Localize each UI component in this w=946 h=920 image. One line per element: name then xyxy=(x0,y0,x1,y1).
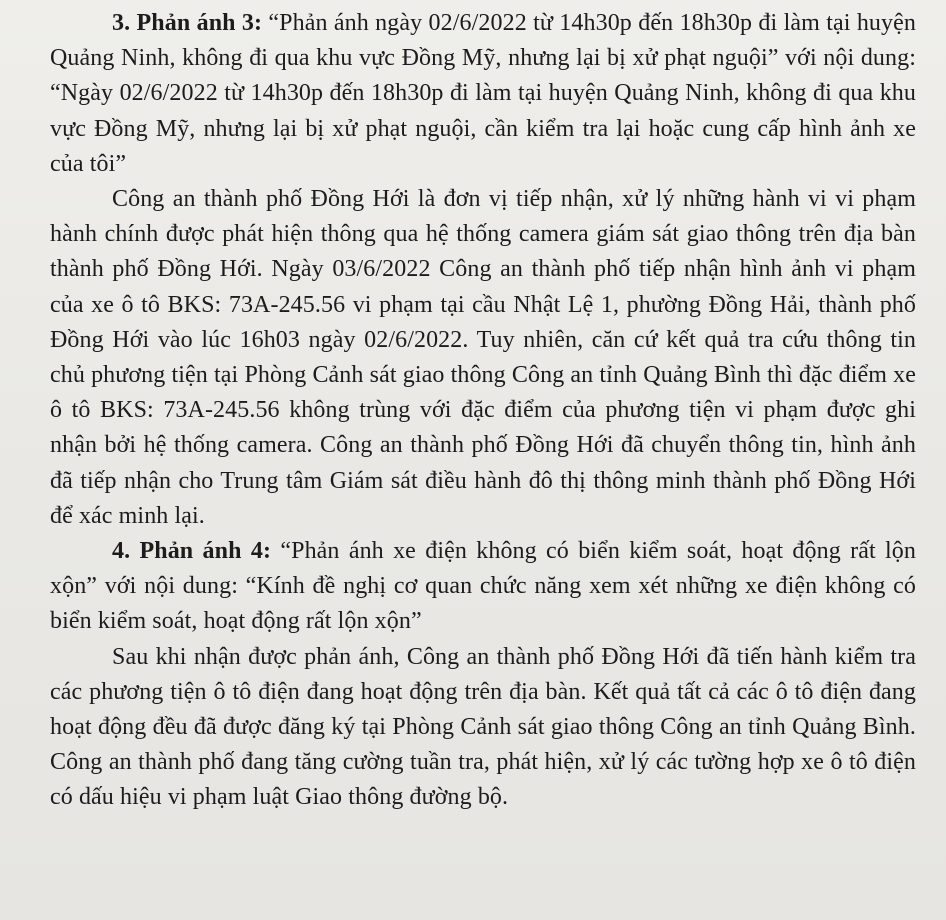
section-3-text: “Phản ánh ngày 02/6/2022 từ 14h30p đến 18h30p đi làm tại huyện Quảng Ninh, không đi qua khu vực Đồng Mỹ, nhưng lại bị xử phạt nguội” với nội dung: “Ngày 02/6/2022 từ 14h30p đến 18h30p đi làm tại huyện Quảng Ninh, không đi qua khu vực Đồng Mỹ, nhưng lại bị xử phạt nguội, cần kiểm tra lại hoặc cung cấp hình ảnh xe của tôi” xyxy=(50,10,916,177)
response-4-paragraph: Sau khi nhận được phản ánh, Công an thành phố Đồng Hới đã tiến hành kiểm tra các phương tiện ô tô điện đang hoạt động trên địa bàn. Kết quả tất cả các ô tô điện đang hoạt động đều đã được đăng ký tại Phòng Cảnh sát giao thông Công an tỉnh Quảng Bình. Công an thành phố đang tăng cường tuần tra, phát hiện, xử lý các tường hợp xe ô tô điện có dấu hiệu vi phạm luật Giao thông đường bộ. xyxy=(50,643,916,811)
section-4-heading: 4. Phản ánh 4: xyxy=(112,538,272,565)
response-3-paragraph: Công an thành phố Đồng Hới là đơn vị tiếp nhận, xử lý những hành vi vi phạm hành chính được phát hiện thông qua hệ thống camera giám sát giao thông trên địa bàn thành phố Đồng Hới. Ngày 03/6/2022 Công an thành phố tiếp nhận hình ảnh vi phạm của xe ô tô BKS: 73A-245.56 vi phạm tại cầu Nhật Lệ 1, phường Đồng Hải, thành phố Đồng Hới vào lúc 16h03 ngày 02/6/2022. Tuy nhiên, căn cứ kết quả tra cứu thông tin chủ phương tiện tại Phòng Cảnh sát giao thông Công an tỉnh Quảng Bình thì đặc điểm xe ô tô BKS: 73A-245.56 không trùng với đặc điểm của phương tiện vi phạm được ghi nhận bởi hệ thống camera. Công an thành phố Đồng Hới đã chuyển thông tin, hình ảnh đã tiếp nhận cho Trung tâm Giám sát điều hành đô thị thông minh thành phố Đồng Hới để xác minh lại. xyxy=(50,186,916,529)
section-4-text: “Phản ánh xe điện không có biển kiểm soát, hoạt động rất lộn xộn” với nội dung: “Kính đề nghị cơ quan chức năng xem xét những xe điện không có biển kiểm soát, hoạt động rất lộn xộn” xyxy=(50,538,916,635)
section-3-heading: 3. Phản ánh 3: xyxy=(112,10,263,36)
section-4-paragraph xyxy=(50,534,916,640)
section-3-paragraph xyxy=(50,6,916,182)
